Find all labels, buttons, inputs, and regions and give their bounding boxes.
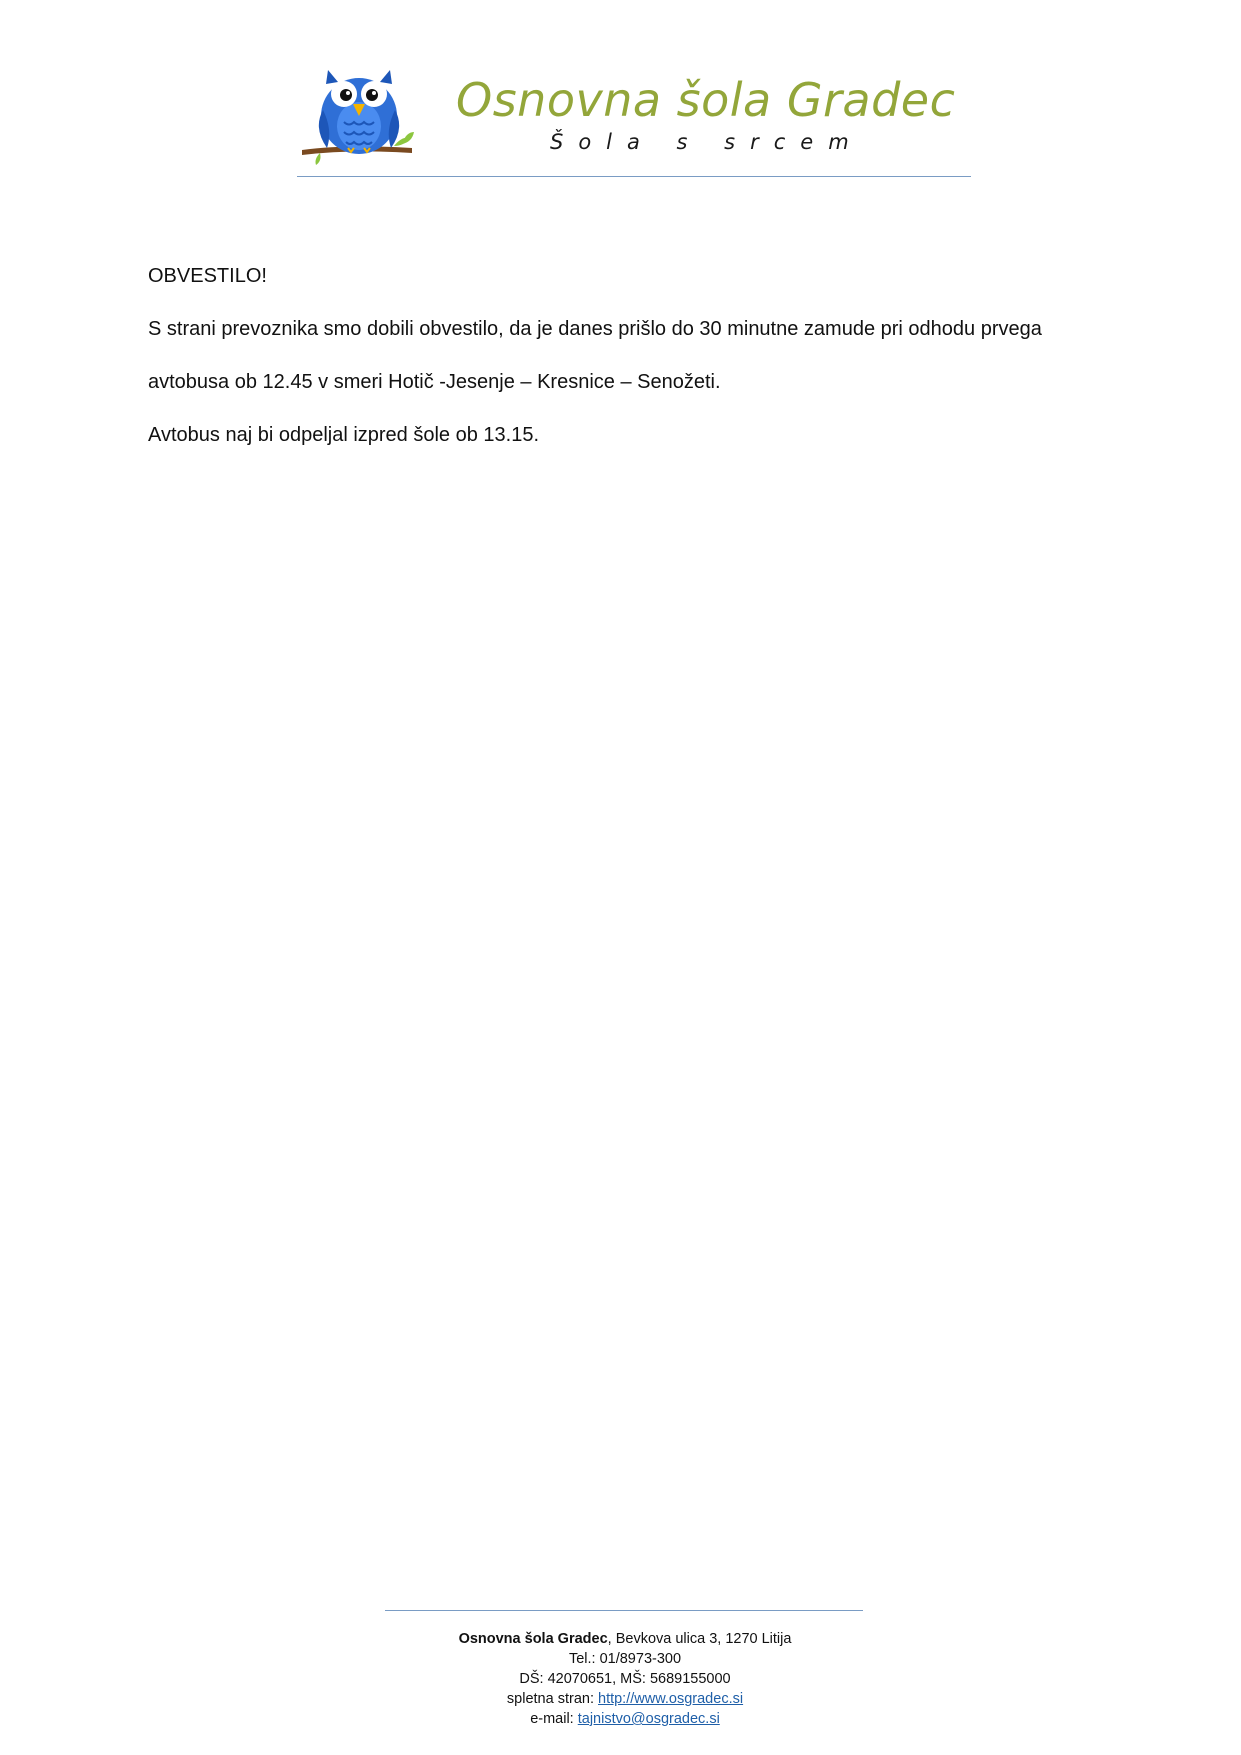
website-link[interactable]: http://www.osgradec.si xyxy=(598,1691,744,1707)
footer-website-label: spletna stran: xyxy=(506,1691,598,1707)
notice-text-line: Avtobus naj bi odpeljal izpred šole ob 13.15. xyxy=(148,424,540,446)
footer-address: , Bevkova ulica 3, 1270 Litija xyxy=(607,1631,792,1647)
footer-address-line xyxy=(380,1629,870,1649)
footer-phone: Tel.: 01/8973-300 xyxy=(568,1651,682,1667)
footer-email-line xyxy=(380,1709,870,1729)
footer-tax-ids: DŠ: 42070651, MŠ: 5689155000 xyxy=(519,1671,731,1687)
footer-contact xyxy=(380,1629,870,1729)
footer-email-label: e-mail: xyxy=(530,1711,578,1727)
notice-text-line: S strani prevoznika smo dobili obvestilo, da je danes prišlo do 30 minutne zamude pri odhodu prvega xyxy=(148,318,1042,340)
notice-text-line: avtobusa ob 12.45 v smeri Hotič -Jesenje – Kresnice – Senožeti. xyxy=(148,371,721,393)
footer-school-name: Osnovna šola Gradec xyxy=(458,1631,608,1647)
letterhead xyxy=(0,0,1241,180)
school-motto: Šola s srcem xyxy=(550,130,864,154)
footer-divider xyxy=(385,1610,863,1611)
email-link[interactable]: tajnistvo@osgradec.si xyxy=(577,1711,720,1727)
footer-website-line xyxy=(380,1689,870,1709)
notice-body xyxy=(148,262,1108,449)
school-name-title: Osnovna šola Gradec xyxy=(456,73,956,127)
notice-heading: OBVESTILO! xyxy=(148,265,267,287)
owl-logo-icon xyxy=(298,60,416,168)
header-divider xyxy=(297,176,971,177)
